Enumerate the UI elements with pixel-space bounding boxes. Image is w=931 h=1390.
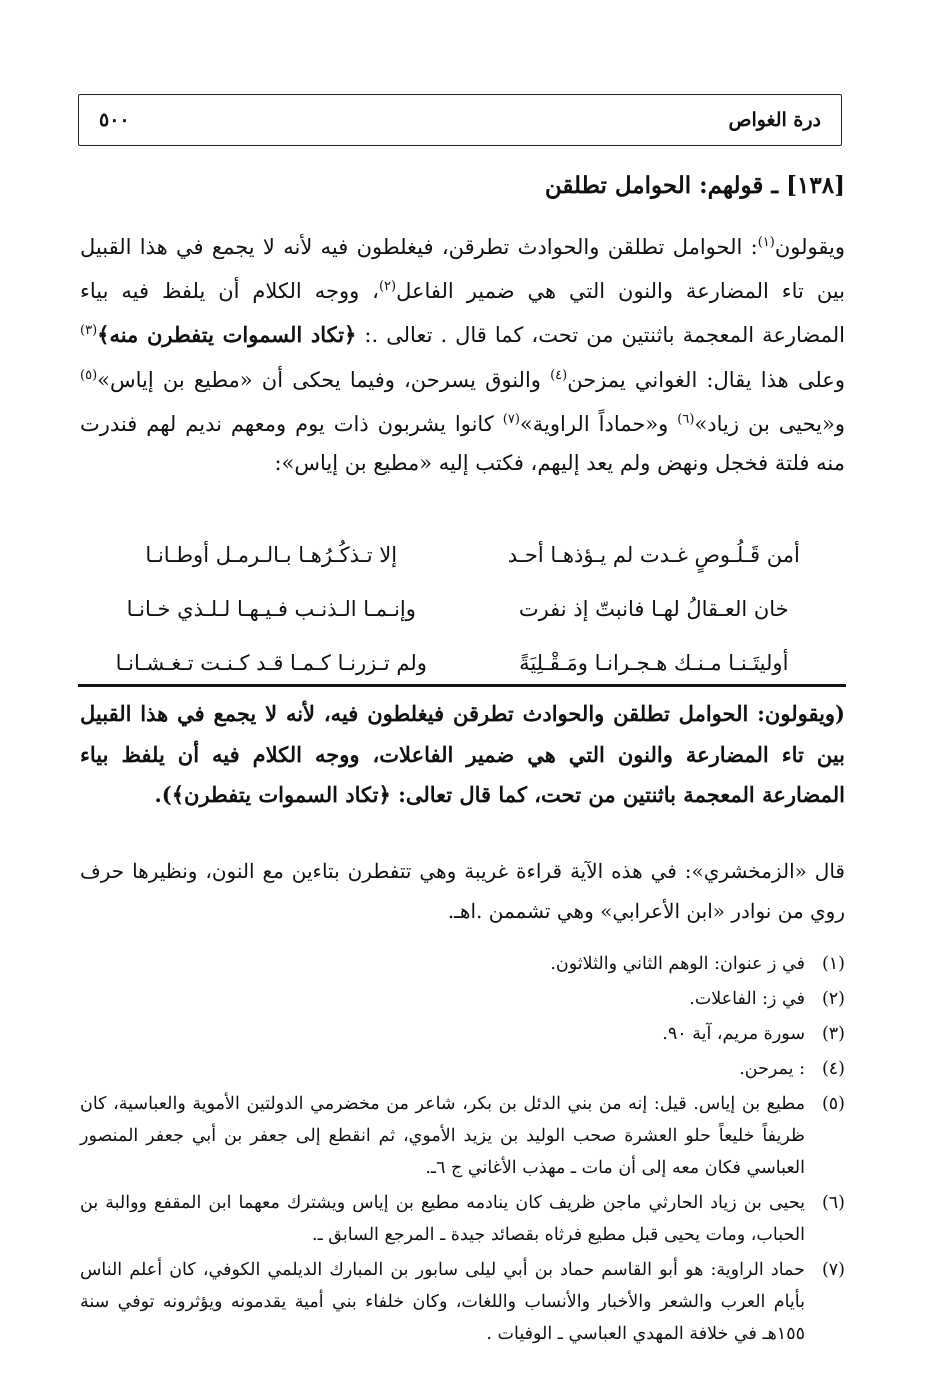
footnote-number: (٣) bbox=[821, 1024, 845, 1044]
poem-verse bbox=[80, 636, 845, 690]
footnote-item bbox=[80, 1053, 845, 1085]
section-divider bbox=[78, 684, 846, 687]
footnote-item bbox=[80, 1187, 845, 1251]
verse-second-hemistich: إلا تـذكُـرُهـا بـالـرمـل أوطـانـا bbox=[145, 543, 398, 567]
footnote-text: مطيع بن إياس. قيل: إنه من بني الدئل بن بكر، شاعر من مخضرمي الدولتين الأموية والعباسية، كان ظريفاً خليعاً حلو العشرة صحب الوليد بن يزيد الأموي، ثم انقطع إلى جعفر بن أبي جعفر المنصور العباسي فكان معه إلى أن مات ـ مهذب الأغاني ج ٦ـ. bbox=[80, 1094, 805, 1178]
text-run: : الحوامل تطلقن والحوادث تطرقن، فيغلطون فيه لأنه لا يجمع في هذا القبيل بين تاء المضارعة والنون التي هي ضمير الفاعل bbox=[80, 235, 845, 304]
footnote-number: (١) bbox=[821, 954, 845, 974]
footnote-number: (٤) bbox=[821, 1059, 845, 1079]
footnote-item bbox=[80, 948, 845, 980]
footnote-item bbox=[80, 1018, 845, 1050]
page-number: ٥٠٠ bbox=[99, 109, 130, 131]
section-title: [١٣٨] ـ قولهم: الحوامل تطلقن bbox=[544, 172, 845, 199]
text-run: ويقولون bbox=[774, 235, 845, 259]
footnote-number: (٢) bbox=[821, 989, 845, 1009]
page-header bbox=[78, 94, 842, 146]
footnote-ref: (٦) bbox=[677, 411, 695, 427]
commentary-text: (ويقولون: الحوامل تطلقن والحوادث تطرقن فيغلطون فيه، لأنه لا يجمع في هذا القبيل بين تاء المضارعة والنون التي هي ضمير الفاعلات، ووجه الكلام فيه أن يلفظ بياء المضارعة المعجمة باثنتين من تحت، كما قال تعالى: ﴿تكاد السموات يتفطرن﴾). bbox=[80, 701, 845, 807]
footnote-ref: (٣) bbox=[80, 323, 98, 339]
text-run: كانوا يشربون ذات يوم ومعهم نديم لهم فندرت منه فلتة فخجل ونهض ولم يعد إليهم، فكتب إليه «مطيع بن إياس»: bbox=[80, 411, 845, 476]
verse-first-hemistich: أوليتَـنـا مـنـك هـجـرانـا ومَـقْـلِيَةً bbox=[519, 651, 789, 675]
footnote-text: يحيى بن زياد الحارثي ماجن ظريف كان ينادمه مطيع بن إياس ويشترك معهما ابن المقفع ووالبة بن الحباب، ومات يحيى قبل مطيع فرثاه بقصائد جيدة ـ المرجع السابق ـ. bbox=[80, 1193, 805, 1245]
footnotes bbox=[80, 948, 845, 1353]
footnote-ref: (١) bbox=[757, 235, 775, 250]
footnote-ref: (٧) bbox=[502, 411, 520, 427]
poem-verse bbox=[80, 582, 845, 636]
verse-second-hemistich: ولم تـزرنـا كـمـا قـد كـنـت تـغـشـانـا bbox=[115, 651, 427, 675]
footnote-text: سورة مريم، آية ٩٠. bbox=[662, 1024, 805, 1044]
book-title: درة الغواص bbox=[728, 109, 821, 131]
footnote-item bbox=[80, 983, 845, 1015]
text-run: ، ووجه الكلام أن يلفظ فيه بياء المضارعة المعجمة باثنتين من تحت، كما قال . تعالى .: bbox=[80, 279, 845, 348]
text-run: وعلى هذا يقال: الغواني يمزحن bbox=[567, 367, 845, 392]
footnote-text: حماد الراوية: هو أبو القاسم حماد بن أبي ليلى سابور بن المبارك الديلمي الكوفي، كان أعلم الناس بأيام العرب والشعر والأخبار والأنساب واللغات، وكان خلفاء بني أمية يقدمونه ويؤثرونه توفي سنة ١٥٥هـ في خلافة المهدي العباسي ـ الوفيات . bbox=[80, 1260, 805, 1344]
main-paragraph bbox=[80, 223, 845, 483]
footnote-item bbox=[80, 1254, 845, 1350]
footnote-item bbox=[80, 1088, 845, 1184]
footnote-number: (٧) bbox=[821, 1260, 845, 1280]
note-text: قال «الزمخشري»: في هذه الآية قراءة غريبة وهي تتفطرن بتاءين مع النون، ونظيرها حرف روي من نوادر «ابن الأعرابي» وهي تشممن .اهـ. bbox=[80, 859, 845, 923]
main-text bbox=[80, 223, 845, 483]
text-run: والنوق يسرحن، وفيما يحكى أن «مطيع بن إياس» bbox=[97, 367, 551, 392]
footnote-text: في ز: الفاعلات. bbox=[689, 989, 805, 1009]
footnote-text: : يمرحن. bbox=[739, 1059, 805, 1079]
verse-first-hemistich: أمن قَـلُـوصٍ غـدت لم يـؤذهـا أحـد bbox=[507, 543, 800, 567]
footnote-number: (٦) bbox=[821, 1193, 845, 1213]
poem bbox=[80, 528, 845, 690]
verse-first-hemistich: خان العـقالُ لهـا فانبتّ إذ نفرت bbox=[518, 597, 789, 621]
footnote-ref: (٤) bbox=[550, 367, 568, 383]
footnote-text: في ز عنوان: الوهم الثاني والثلاثون. bbox=[550, 954, 805, 974]
quran-quote: ﴿تكاد السموات يتفطرن منه﴾ bbox=[97, 322, 357, 348]
footnote-ref: (٥) bbox=[80, 367, 98, 383]
footnote-number: (٥) bbox=[821, 1094, 845, 1114]
text-run: و«يحيى بن زياد» bbox=[694, 411, 846, 436]
footnote-ref: (٢) bbox=[378, 279, 397, 295]
verse-second-hemistich: وإنـمـا الـذنـب فـيـهـا لـلـذي خـانـا bbox=[126, 597, 416, 621]
text-run: و«حماداً الراوية» bbox=[519, 411, 678, 436]
poem-verse bbox=[80, 528, 845, 582]
